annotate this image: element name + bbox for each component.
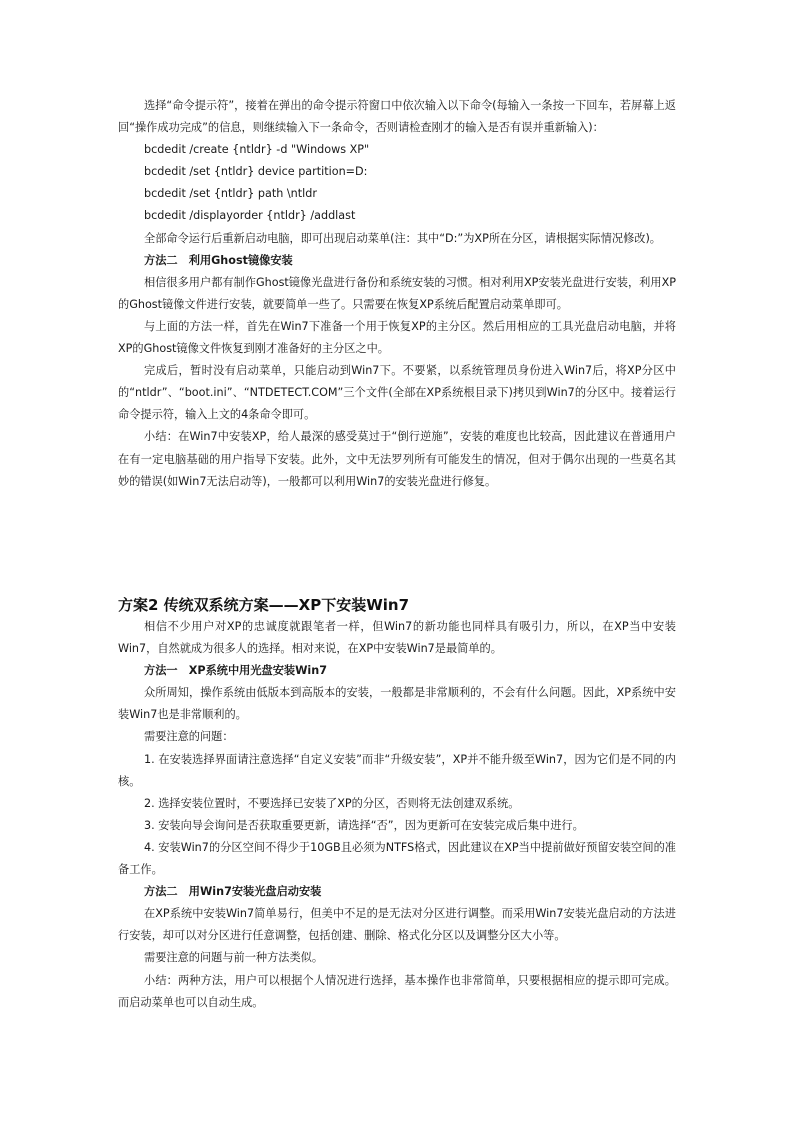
paragraph-similar-notes: 需要注意的问题与前一种方法类似。 [144, 951, 324, 965]
paragraph-restart: 全部命令运行后重新启动电脑，即可出现启动菜单(注：其中“D:”为XP所在分区，请根据实际情况修改)。 [144, 231, 661, 245]
paragraph-summary-1: 小结：在Win7中安装XP，给人最深的感受莫过于“倒行逆施”，安装的难度也比较高，因此建议在普通用户在有一定电脑基础的用户指导下安装。此外，文中无法罗列所有可能发生的情况，但对于偶尔出现的一些莫名其妙的错误(如Win7无法启动等)，一般都可以利用Win7的安装光盘进行修复。 [118, 430, 676, 488]
list-item-1: 1. 在安装选择界面请注意选择“自定义安装”而非“升级安装”，XP并不能升级至Win7，因为它们是不同的内核。 [118, 752, 676, 788]
command-line-2: bcdedit /set {ntldr} device partition=D: [144, 165, 368, 179]
section-1 [118, 95, 676, 493]
section-heading: 方案2 传统双系统方案——XP下安装Win7 [118, 596, 410, 614]
command-line-1: bcdedit /create {ntldr} -d "Windows XP" [144, 143, 370, 157]
subheading-method-1-cd: 方法一 XP系统中用光盘安装Win7 [144, 664, 327, 678]
list-item-4: 4. 安装Win7的分区空间不得少于10GB且必须为NTFS格式，因此建议在XP当中提前做好预留安装空间的准备工作。 [118, 840, 676, 877]
section-2 [118, 594, 676, 1014]
paragraph-ghost-copy: 完成后，暂时没有启动菜单，只能启动到Win7下。不要紧，以系统管理员身份进入Win7后，将XP分区中的“ntldr”、“boot.ini”、“NTDETECT.COM”三个文件(全部在XP系统根目录下)拷贝到Win7的分区中。接着运行命令提示符，输入上文的4条命令即可。 [118, 364, 676, 422]
paragraph-intro: 选择“命令提示符”，接着在弹出的命令提示符窗口中依次输入以下命令(每输入一条按一下回车，若屏幕上返回“操作成功完成”的信息，则继续输入下一条命令，否则请检查刚才的输入是否有误并重新输入)： [118, 99, 676, 135]
list-item-2: 2. 选择安装位置时，不要选择已安装了XP的分区，否则将无法创建双系统。 [144, 796, 520, 810]
paragraph-boot-install: 在XP系统中安装Win7简单易行，但美中不足的是无法对分区进行调整。而采用Win7安装光盘启动的方法进行安装，却可以对分区进行任意调整，包括创建、删除、格式化分区以及调整分区大小等。 [118, 907, 676, 943]
paragraph-xp-loyalty: 相信不少用户对XP的忠诚度就跟笔者一样，但Win7的新功能也同样具有吸引力，所以，在XP当中安装Win7，自然就成为很多人的选择。相对来说，在XP中安装Win7是最简单的。 [118, 620, 676, 656]
paragraph-summary-2: 小结：两种方法，用户可以根据个人情况进行选择，基本操作也非常简单，只要根据相应的提示即可完成。而启动菜单也可以自动生成。 [118, 973, 676, 1009]
paragraph-upgrade-order: 众所周知，操作系统由低版本到高版本的安装，一般都是非常顺利的，不会有什么问题。因此，XP系统中安装Win7也是非常顺利的。 [118, 686, 676, 722]
paragraph-ghost-restore: 与上面的方法一样，首先在Win7下准备一个用于恢复XP的主分区。然后用相应的工具光盘启动电脑，并将XP的Ghost镜像文件恢复到刚才准备好的主分区之中。 [118, 319, 676, 356]
command-line-3: bcdedit /set {ntldr} path \ntldr [144, 187, 317, 201]
subheading-method-2-ghost: 方法二 利用Ghost镜像安装 [144, 253, 293, 267]
paragraph-ghost-intro: 相信很多用户都有制作Ghost镜像光盘进行备份和系统安装的习惯。相对利用XP安装光盘进行安装，利用XP的Ghost镜像文件进行安装，就要简单一些了。只需要在恢复XP系统后配置启动菜单即可。 [118, 275, 676, 311]
subheading-method-2-boot: 方法二 用Win7安装光盘启动安装 [144, 885, 322, 899]
paragraph-notes-label: 需要注意的问题： [144, 730, 234, 744]
command-line-4: bcdedit /displayorder {ntldr} /addlast [144, 209, 356, 223]
list-item-3: 3. 安装向导会询问是否获取重要更新，请选择“否”，因为更新可在安装完成后集中进行。 [144, 818, 584, 832]
